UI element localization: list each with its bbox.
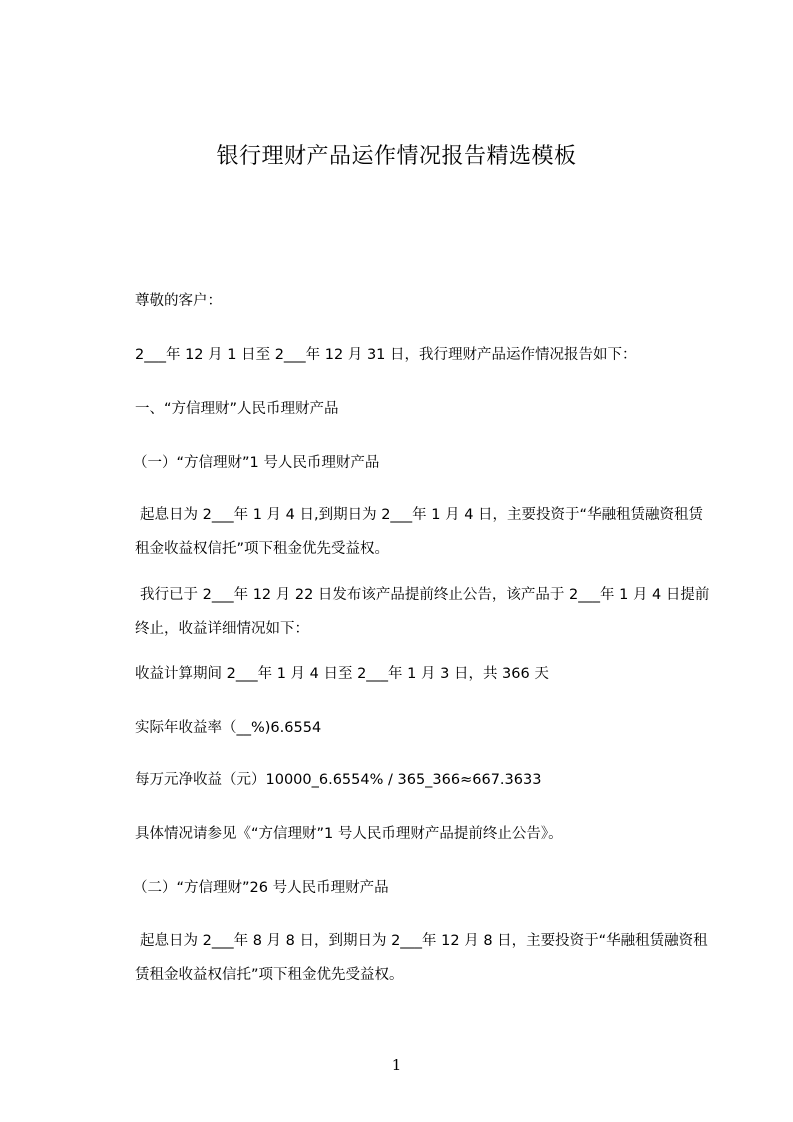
annual-yield: 实际年收益率（__%)6.6554 bbox=[135, 720, 322, 736]
income-period: 收益计算期间 2___年 1 月 4 日至 2___年 1 月 3 日，共 366 天 bbox=[135, 666, 549, 682]
intro-paragraph: 2___年 12 月 1 日至 2___年 12 月 31 日，我行理财产品运作情况报告如下： bbox=[135, 347, 637, 363]
section-heading: 一、“方信理财”人民币理财产品 bbox=[135, 401, 339, 417]
salutation: 尊敬的客户： bbox=[135, 293, 222, 309]
reference-note: 具体情况请参见《“方信理财”1 号人民币理财产品提前终止公告》。 bbox=[135, 826, 563, 842]
subsection-heading-2: （二）“方信理财”26 号人民币理财产品 bbox=[133, 880, 389, 896]
subsection-heading-1: （一）“方信理财”1 号人民币理财产品 bbox=[133, 455, 380, 471]
paragraph-investment-1: 起息日为 2___年 1 月 4 日,到期日为 2___年 1 月 4 日，主要投资于“华融租赁融资租赁租金收益权信托”项下租金优先受益权。 bbox=[135, 507, 704, 557]
document-title: 银行理财产品运作情况报告精选模板 bbox=[216, 144, 577, 169]
net-income-per-10000: 每万元净收益（元）10000_6.6554% / 365_366≈667.3633 bbox=[135, 772, 542, 788]
paragraph-termination-notice: 我行已于 2___年 12 月 22 日发布该产品提前终止公告，该产品于 2___年 1 月 4 日提前终止，收益详细情况如下： bbox=[135, 587, 710, 637]
page-number: 1 bbox=[391, 1056, 402, 1074]
paragraph-investment-2: 起息日为 2___年 8 月 8 日，到期日为 2___年 12 月 8 日，主要投资于“华融租赁融资租赁租金收益权信托”项下租金优先受益权。 bbox=[135, 933, 708, 983]
